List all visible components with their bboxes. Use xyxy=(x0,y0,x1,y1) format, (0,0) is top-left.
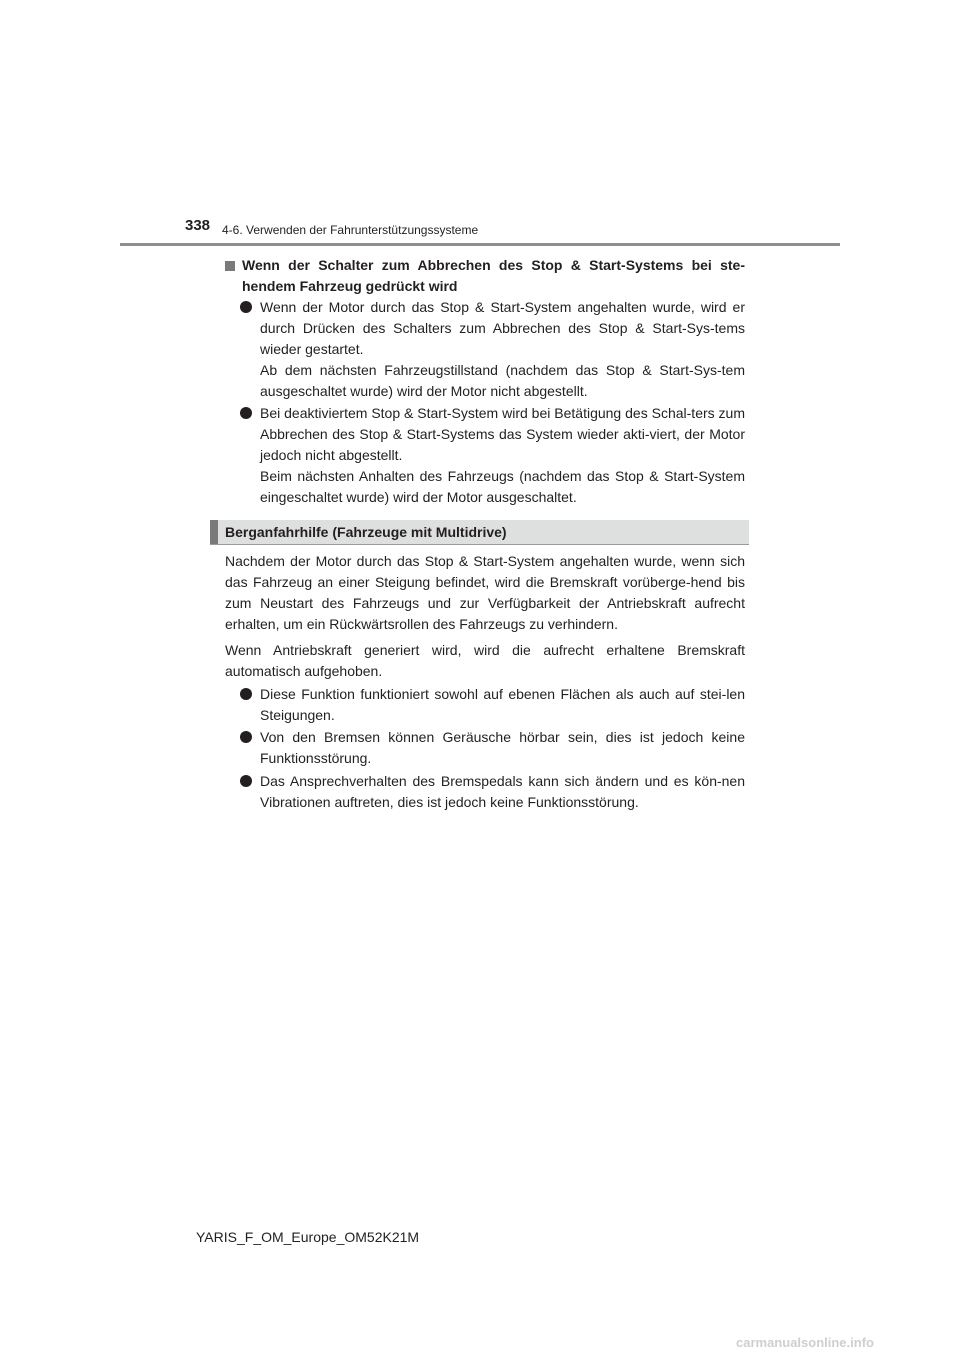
list-item-note: Ab dem nächsten Fahrzeugstillstand (nachdem das Stop & Start-Sys-tem ausgeschaltet wurde) wird der Motor nicht abgestellt. xyxy=(260,362,745,399)
subsection-heading-text: Wenn der Schalter zum Abbrechen des Stop & Start-Systems bei ste-hendem Fahrzeug gedrückt wird xyxy=(242,257,745,294)
bullet-dot-icon xyxy=(240,407,252,419)
bullet-dot-icon xyxy=(240,775,252,787)
list-item xyxy=(240,684,745,726)
list-item-text: Bei deaktiviertem Stop & Start-System wird bei Betätigung des Schal-ters zum Abbrechen des Stop & Start-Systems das System wieder akti-viert, der Motor jedoch nicht abgestellt. xyxy=(260,405,745,463)
banner-title: Berganfahrhilfe (Fahrzeuge mit Multidrive) xyxy=(225,524,507,540)
list-item-text: Diese Funktion funktioniert sowohl auf ebenen Flächen als auch auf stei-len Steigungen. xyxy=(260,686,745,723)
body-paragraph: Wenn Antriebskraft generiert wird, wird die aufrecht erhaltene Bremskraft automatisch aufgehoben. xyxy=(225,642,745,679)
list-item xyxy=(240,297,745,402)
bullet-dot-icon xyxy=(240,688,252,700)
watermark: carmanualsonline.info xyxy=(736,1335,874,1350)
square-bullet-icon xyxy=(225,261,235,271)
document-code: YARIS_F_OM_Europe_OM52K21M xyxy=(196,1229,420,1245)
bullet-dot-icon xyxy=(240,301,252,313)
list-item-text: Von den Bremsen können Geräusche hörbar sein, dies ist jedoch keine Funktionsstörung. xyxy=(260,729,745,766)
list-item xyxy=(240,771,745,813)
list-item-text: Wenn der Motor durch das Stop & Start-System angehalten wurde, wird er durch Drücken des Schalters zum Abbrechen des Stop & Start-Sys-tems wieder gestartet. xyxy=(260,299,745,357)
list-item-note: Beim nächsten Anhalten des Fahrzeugs (nachdem das Stop & Start-System eingeschaltet wurde) wird der Motor ausgeschaltet. xyxy=(260,468,745,505)
banner-accent-bar xyxy=(210,520,218,544)
page-number: 338 xyxy=(185,217,211,234)
subsection-heading xyxy=(225,255,745,297)
header-divider xyxy=(120,243,840,246)
list-item xyxy=(240,727,745,769)
section-banner xyxy=(210,520,749,545)
bullet-dot-icon xyxy=(240,731,252,743)
section-title: 4-6. Verwenden der Fahrunterstützungssysteme xyxy=(222,223,479,237)
list-item-text: Das Ansprechverhalten des Bremspedals kann sich ändern und es kön-nen Vibrationen auftreten, dies ist jedoch keine Funktionsstörung. xyxy=(260,773,745,810)
list-item xyxy=(240,403,745,508)
body-paragraph: Nachdem der Motor durch das Stop & Start-System angehalten wurde, wenn sich das Fahrzeug an einer Steigung befindet, wird die Bremskraft vorüberge-hend bis zum Neustart des Fahrzeugs und zur Verfügbarkeit der Antriebskraft aufrecht erhalten, um ein Rückwärtsrollen des Fahrzeugs zu verhindern. xyxy=(225,553,745,632)
